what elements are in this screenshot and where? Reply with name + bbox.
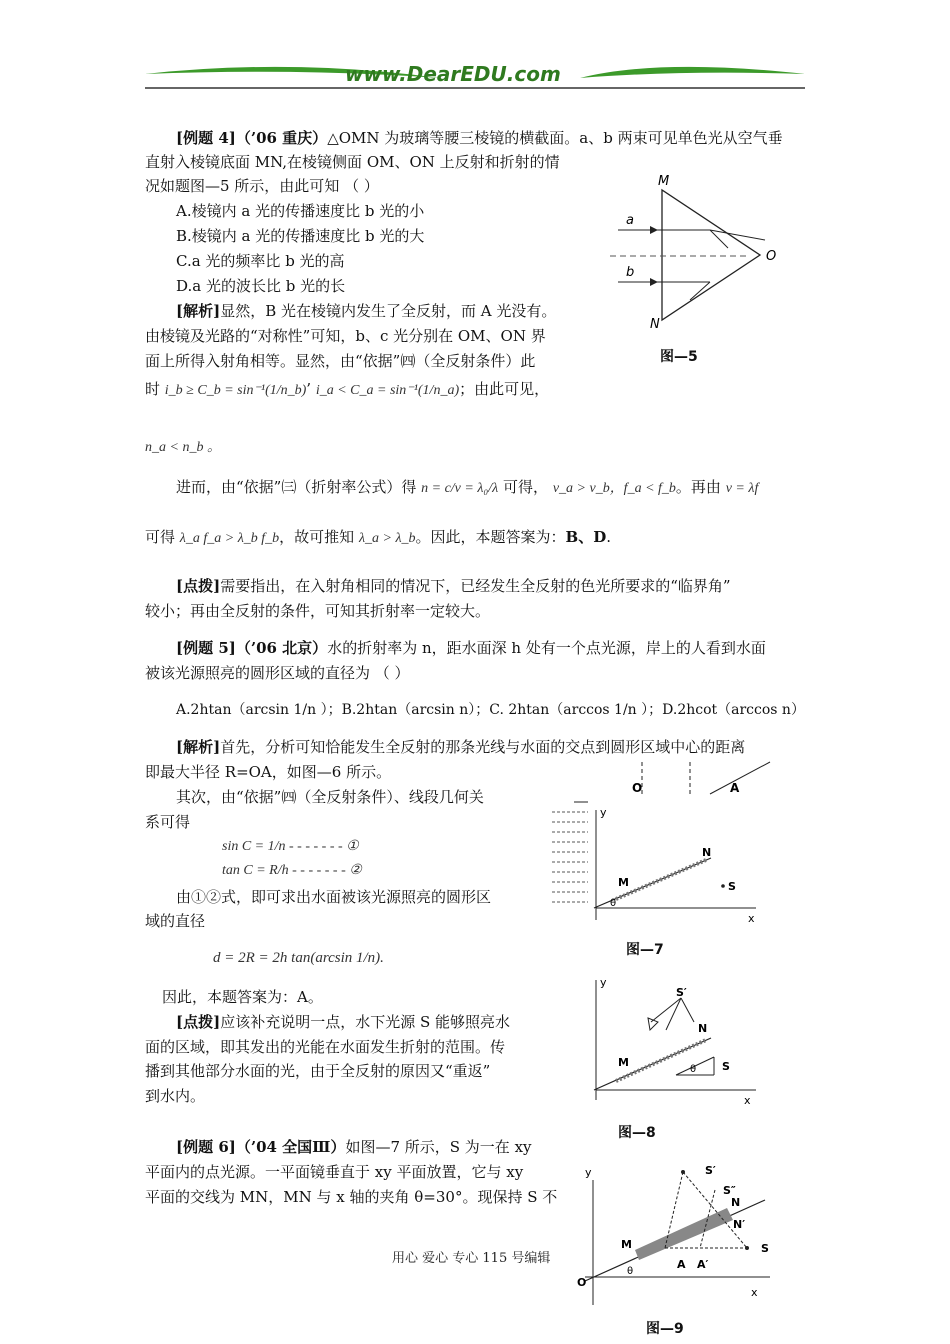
q5-tip4: 到水内。 (145, 1087, 206, 1105)
q4-s4b: ；由此可见， (459, 380, 550, 398)
q4-head: [例题 4]（’06 重庆） (176, 129, 328, 147)
q5-options: A.2htan（arcsin 1/n ）；B.2htan（arcsin n）；C. 2htan（arccos 1/n ）；D.2hcot（arccos n） (176, 702, 805, 718)
q4-l3: 况如题图—5 所示，由此可知 （ ） (145, 177, 379, 195)
q4-s7b: ，故可推知 (279, 528, 355, 546)
footer-text: 用心 爱心 专心 115 号编辑 (392, 1251, 551, 1266)
fig7-caption: 图—7 (626, 942, 664, 958)
q5-s5: 由①②式，即可求出水面被该光源照亮的圆形区 (176, 888, 492, 906)
fig5-b-label: b (626, 265, 635, 280)
fig8-theta-label: θ (690, 1064, 697, 1075)
fig8-y-label: y (600, 976, 607, 989)
q4-answer: B、D (565, 528, 607, 546)
figure-7 (586, 800, 766, 930)
fig5-caption: 图—5 (660, 349, 698, 365)
q4-s5: n_a < n_b 。 (145, 440, 221, 455)
q6-head: [例题 6]（’04 全国Ⅲ） (176, 1138, 346, 1156)
q4-line1 (176, 128, 783, 148)
fig9-n1-label: N′ (733, 1218, 746, 1231)
q5-tip-tag: [点拨] (176, 1013, 221, 1031)
fig7-s-label: S (728, 880, 736, 893)
q4-formula-n: n = c/v = λ₀/λ (421, 481, 499, 496)
q6-l3: 平面的交线为 MN，MN 与 x 轴的夹角 θ=30°。现保持 S 不 (145, 1188, 558, 1206)
fig9-y-label: y (585, 1166, 592, 1179)
q5-solution-tag: [解析] (176, 738, 221, 756)
q5-s6: 域的直径 (145, 912, 206, 930)
q4-l2: 直射入棱镜底面 MN,在棱镜侧面 OM、ON 上反射和折射的情 (145, 153, 560, 171)
figure-6 (630, 760, 780, 800)
fig7-m-label: M (618, 876, 629, 889)
q4-s6a: 进而，由“依据”㈢（折射率公式）得 (176, 478, 417, 496)
fig9-a1-label: A′ (697, 1258, 709, 1271)
q4-s6 (176, 477, 758, 499)
q4-s4: 时 i_b ≥ C_b = sin⁻¹(1/n_b)’ i_a < C_a = sin⁻¹(1/n_a)；由此可见， (145, 380, 550, 398)
q5-s3: 其次，由“依据”㈣（全反射条件）、线段几何关 (176, 788, 484, 806)
fig8-n-label: N (698, 1022, 708, 1035)
q4-option-d: D.a 光的波长比 b 光的长 (176, 277, 346, 295)
fig9-caption: 图—9 (646, 1321, 684, 1337)
q4-solution-1 (176, 301, 556, 321)
q5-s2: 即最大半径 R=OA，如图—6 所示。 (145, 763, 392, 781)
fig9-m-label: M (621, 1238, 632, 1251)
q5-tip3: 播到其他部分水面的光，由于全反射的原因又“重返” (145, 1062, 491, 1080)
fig5-a-label: a (626, 213, 634, 228)
q5-eq2: tan C = R/h - - - - - - - ② (222, 863, 362, 878)
fig8-s-label: S (722, 1060, 730, 1073)
q4-formula-v: v = λf (725, 481, 759, 496)
header-logo (140, 60, 810, 96)
fig9-s2-label: S″ (723, 1184, 736, 1197)
q5-line1 (176, 638, 766, 658)
q4-l1: △OMN 为玻璃等腰三棱镜的横截面。a、b 两束可见单色光从空气垂 (327, 129, 783, 147)
q4-option-a: A.棱镜内 a 光的传播速度比 b 光的小 (176, 202, 425, 220)
fig6-o-label: O (632, 781, 643, 795)
fig9-s1-label: S′ (705, 1164, 716, 1177)
fig7-theta-label: θ (610, 898, 617, 909)
q4-s7c: 。因此，本题答案为： (415, 528, 566, 546)
q6-l1: 如图—7 所示，S 为一在 xy (345, 1138, 532, 1156)
q5-eq1: sin C = 1/n - - - - - - - ① (222, 839, 359, 854)
q4-s1: 显然，B 光在棱镜内发生了全反射，而 A 光没有。 (220, 302, 557, 320)
fig8-caption: 图—8 (618, 1125, 656, 1141)
q4-formula-lf: λ_a f_a > λ_b f_b (179, 531, 280, 546)
figure-8 (586, 970, 766, 1120)
q5-s4: 系可得 (145, 813, 191, 831)
q6-line1 (176, 1137, 532, 1157)
q4-option-c: C.a 光的频率比 b 光的高 (176, 252, 345, 270)
fig5-m-label: M (658, 174, 670, 189)
q4-tip-1 (176, 576, 731, 596)
fig6-a-label: A (730, 781, 740, 795)
q4-s6b: 可得， (503, 478, 549, 496)
q4-tip2: 较小；再由全反射的条件，可知其折射率一定较大。 (145, 602, 491, 620)
q4-solution-tag: [解析] (176, 302, 221, 320)
q4-tip-tag: [点拨] (176, 577, 221, 595)
q5-s7: 因此，本题答案为：A。 (162, 988, 323, 1006)
fig9-theta-label: θ (627, 1266, 634, 1277)
q5-l2: 被该光源照亮的圆形区域的直径为 （ ） (145, 664, 410, 682)
q4-formula-l: λ_a > λ_b (358, 531, 416, 546)
q4-formula-ib: i_b ≥ C_b = sin⁻¹(1/n_b) (164, 383, 307, 398)
q5-l1: 水的折射率为 n，距水面深 h 处有一个点光源，岸上的人看到水面 (327, 639, 766, 657)
fig9-o-label: O (577, 1276, 587, 1289)
fig5-o-label: O (766, 249, 777, 264)
q4-option-b: B.棱镜内 a 光的传播速度比 b 光的大 (176, 227, 425, 245)
q5-tip-1 (176, 1012, 510, 1032)
q5-tip2: 面的区域，即其发出的光能在水面发生折射的范围。传 (145, 1038, 506, 1056)
fig5-n-label: N (650, 317, 660, 332)
figure-5 (610, 170, 790, 335)
q4-s2: 由棱镜及光路的“对称性”可知，b、c 光分别在 OM、ON 界 (145, 327, 546, 345)
fig8-x-label: x (744, 1094, 751, 1107)
q4-s7: 可得 λ_a f_a > λ_b f_b，故可推知 λ_a > λ_b。因此，本题答案为：B、D. (145, 528, 612, 546)
q4-tip1: 需要指出，在入射角相同的情况下，已经发生全反射的色光所要求的“临界角” (220, 577, 731, 595)
figure-9 (575, 1160, 775, 1310)
q5-s1: 首先，分析可知恰能发生全反射的那条光线与水面的交点到圆形区域中心的距离 (220, 738, 746, 756)
q6-l2: 平面内的点光源。一平面镜垂直于 xy 平面放置，它与 xy (145, 1163, 524, 1181)
q4-s7a: 可得 (145, 528, 176, 546)
fig9-a-label: A (677, 1258, 686, 1271)
logo-text[interactable]: www.DearEDU.com (345, 62, 561, 86)
fig7-x-label: x (748, 912, 755, 925)
fig8-m-label: M (618, 1056, 629, 1069)
q4-s3: 面上所得入射角相等。显然，由“依据”㈣（全反射条件）此 (145, 352, 536, 370)
fig8-s1-label: S′ (676, 986, 687, 999)
fig9-n-label: N (731, 1196, 741, 1209)
fig9-s-label: S (761, 1242, 769, 1255)
q4-s4a: 时 (145, 380, 161, 398)
q5-head: [例题 5]（’06 北京） (176, 639, 328, 657)
q4-s6c: 。再由 (675, 478, 721, 496)
fig7-y-label: y (600, 806, 607, 819)
q5-tip1: 应该补充说明一点，水下光源 S 能够照亮水 (220, 1013, 511, 1031)
fig9-x-label: x (751, 1286, 758, 1299)
q5-eq3: d = 2R = 2h tan(arcsin 1/n). (213, 950, 384, 966)
q5-solution-1 (176, 737, 745, 757)
fig7-n-label: N (702, 846, 712, 859)
q4-formula-vf: v_a > v_b，f_a < f_b (552, 481, 676, 496)
q4-formula-ia: i_a < C_a = sin⁻¹(1/n_a) (315, 383, 460, 398)
